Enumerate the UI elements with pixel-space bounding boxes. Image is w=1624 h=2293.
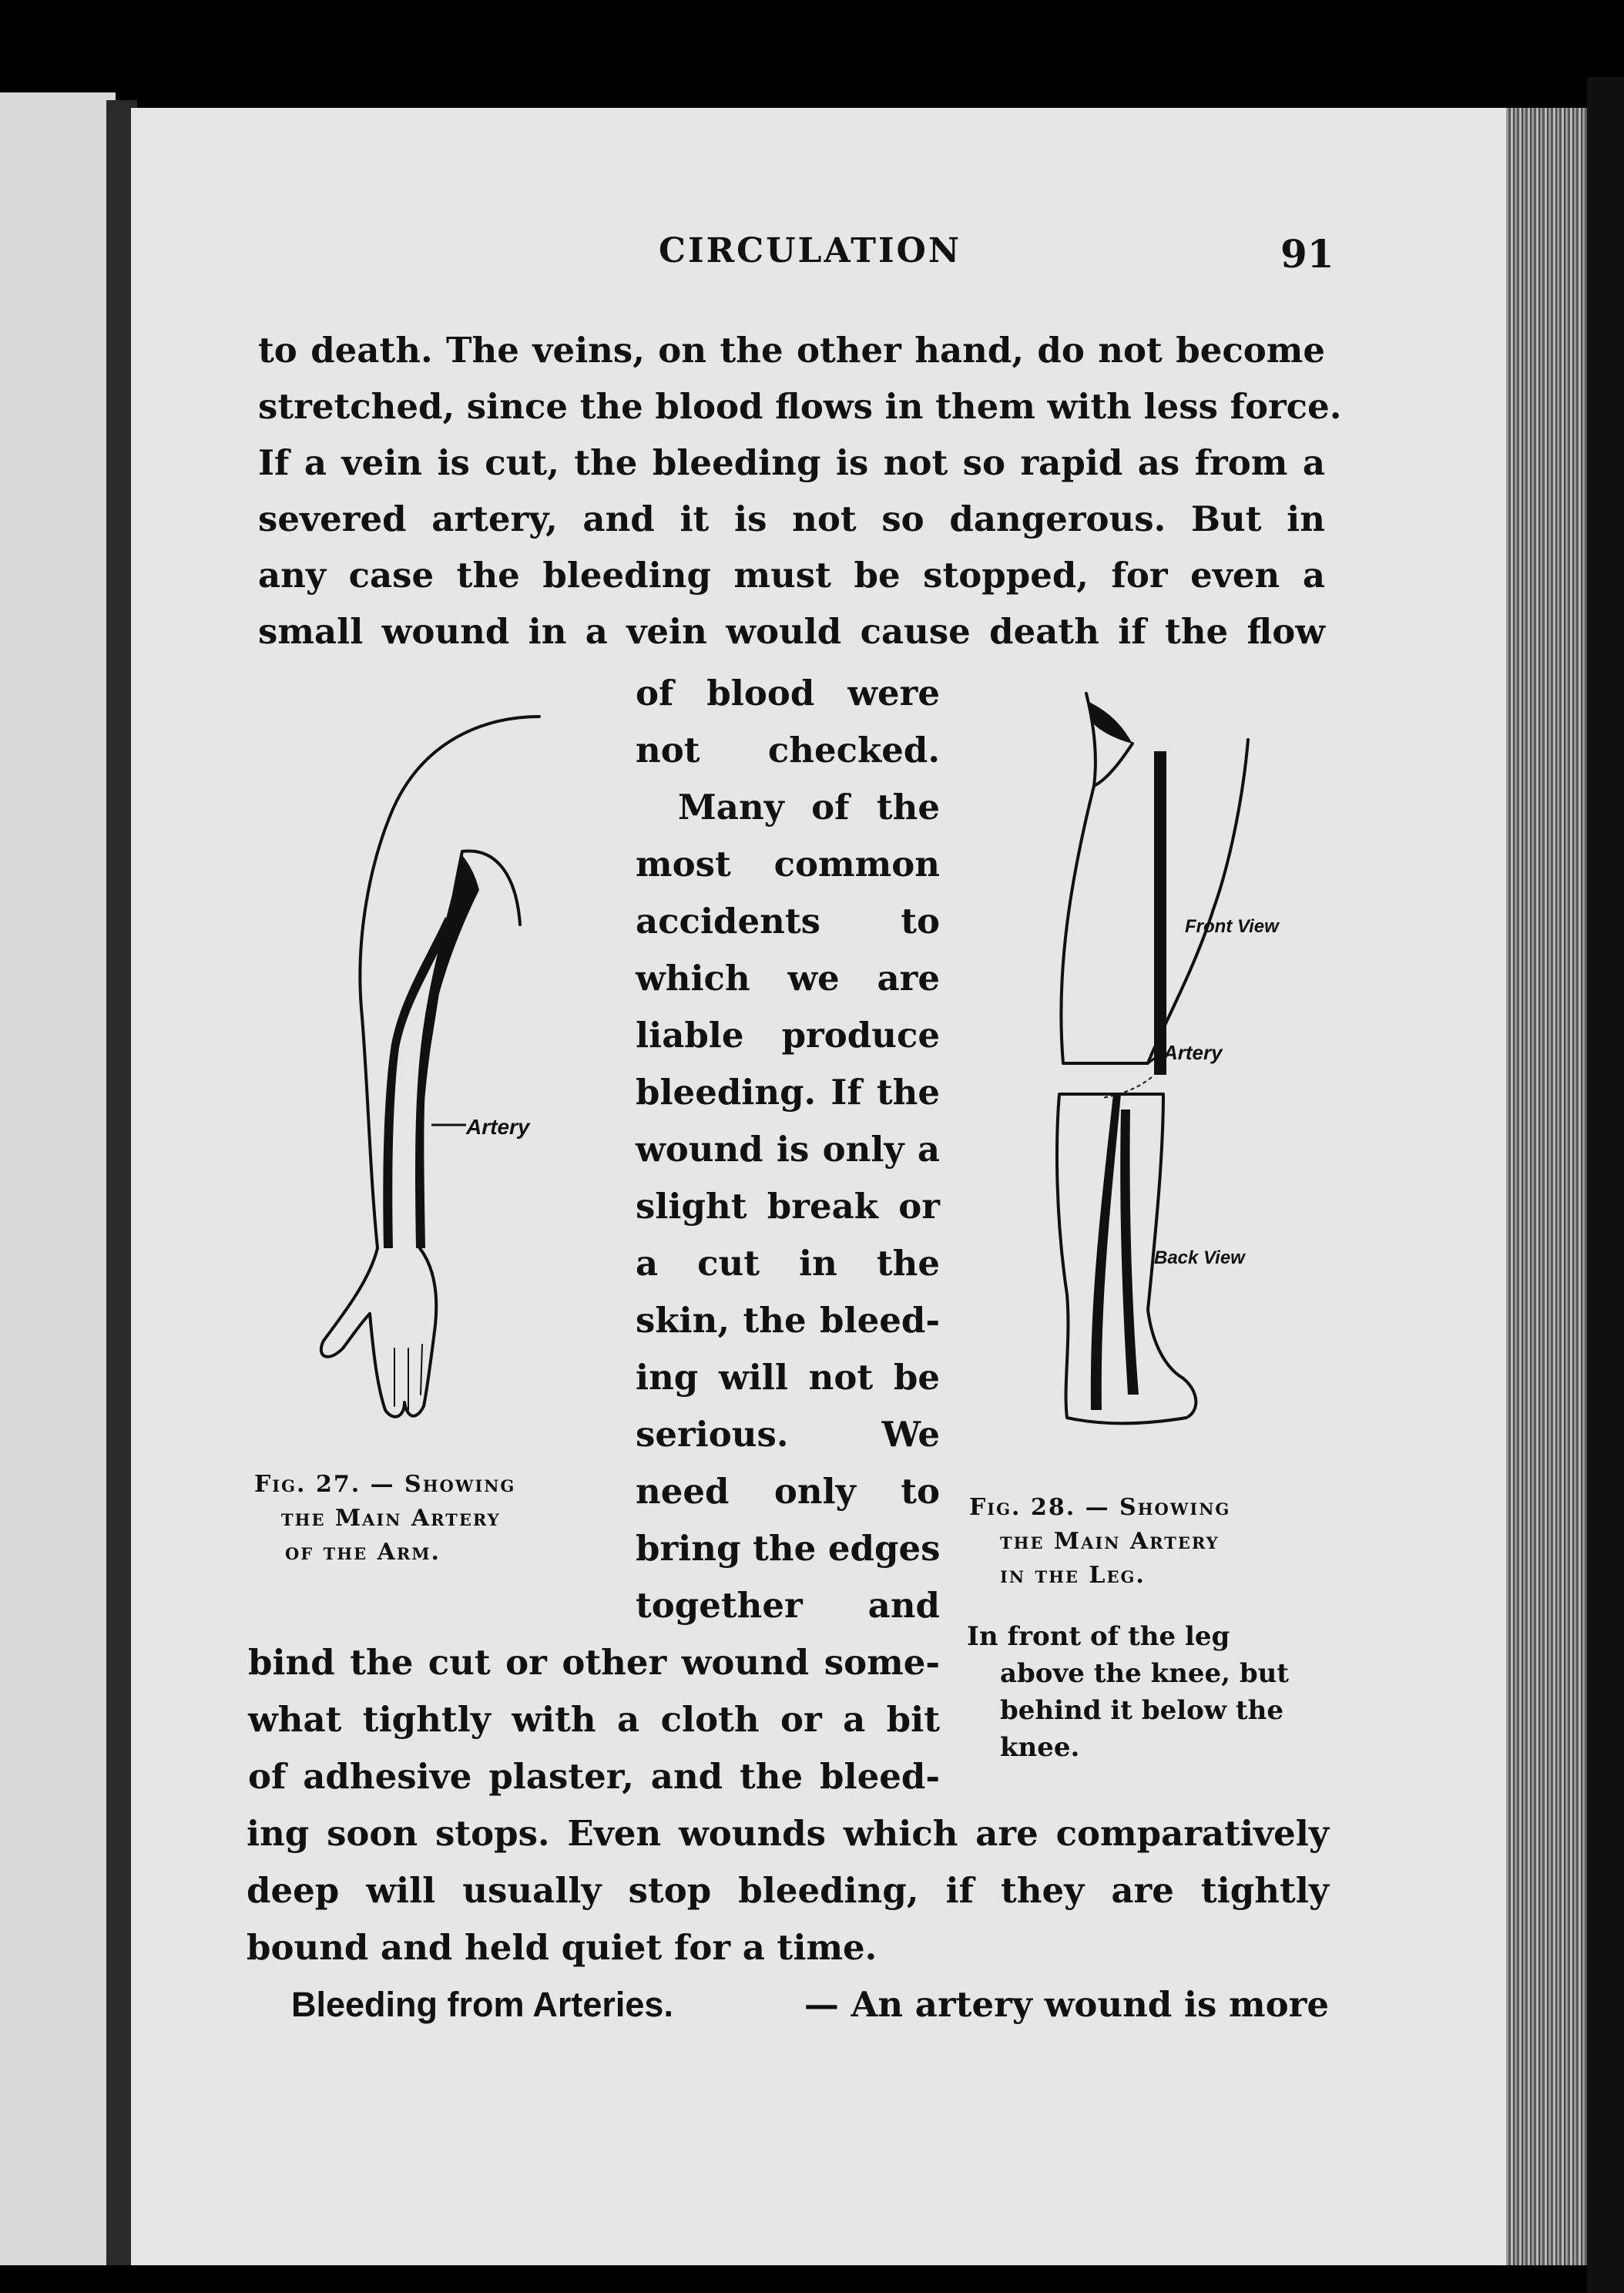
artery-upper <box>415 855 479 1248</box>
page-edges <box>1506 108 1599 2265</box>
text-line: wound is only a <box>636 1129 940 1170</box>
book-cover-edge <box>1587 77 1624 2293</box>
page-number: 91 <box>1280 231 1334 277</box>
text-line: to death. The veins, on the other hand, do not become <box>258 330 1325 371</box>
text-line: what tightly with a cloth or a bit <box>248 1699 940 1740</box>
text-line: of adhesive plaster, and the bleed- <box>248 1756 940 1797</box>
text-line: slight break or <box>636 1186 940 1227</box>
text-line: any case the bleeding must be stopped, for even a <box>258 555 1325 596</box>
thumb-outline <box>321 1248 377 1357</box>
text-line: most common <box>636 844 940 885</box>
text-line: bleeding. If the <box>636 1072 940 1113</box>
text-line: ing soon stops. Even wounds which are comparatively <box>247 1813 1329 1854</box>
text-line: liable produce <box>636 1015 940 1056</box>
left-page-margin <box>0 92 116 2265</box>
running-head: CIRCULATION <box>659 231 962 270</box>
arm-illustration <box>308 693 586 1433</box>
text-line: deep will usually stop bleeding, if they are tightly <box>247 1870 1329 1911</box>
fig28-note-line: behind it below the <box>1000 1695 1283 1726</box>
artery-calf-left <box>1091 1094 1121 1410</box>
leg-artery-label: Artery <box>1163 1041 1223 1064</box>
fig28-caption-line: in the Leg. <box>1000 1562 1146 1589</box>
text-line: severed artery, and it is not so dangerous. But in <box>258 499 1325 539</box>
fig28-caption-line: the Main Artery <box>1000 1528 1220 1555</box>
fig28-caption-line: Fig. 28. — Showing <box>969 1494 1231 1521</box>
text-line: serious. We <box>636 1414 940 1455</box>
fig27-caption-line: of the Arm. <box>285 1539 441 1566</box>
text-line: ing will not be <box>636 1357 940 1398</box>
text-line: bind the cut or other wound some- <box>248 1642 940 1683</box>
text-line: accidents to <box>636 901 940 942</box>
finger-lines <box>394 1345 422 1410</box>
text-line: need only to <box>636 1471 940 1512</box>
text-line: of blood were <box>636 673 940 713</box>
artery-calf-right <box>1120 1110 1139 1395</box>
text-line: Many of the <box>678 787 940 828</box>
back-view-label: Back View <box>1154 1247 1245 1268</box>
leg-illustration <box>1025 678 1317 1479</box>
artery-label: Artery <box>466 1115 530 1139</box>
fig27-caption-line: Fig. 27. — Showing <box>254 1471 516 1498</box>
text-line: bound and held quiet for a time. <box>247 1927 877 1968</box>
fig27-caption-line: the Main Artery <box>281 1505 501 1532</box>
text-line: which we are <box>636 958 940 999</box>
fig28-note-line: In front of the leg <box>967 1621 1230 1652</box>
text-line: together and <box>636 1585 940 1626</box>
text-line: If a vein is cut, the bleeding is not so rapid as from a <box>258 442 1325 483</box>
artery-thigh <box>1154 751 1166 1075</box>
text-line: bring the edges <box>636 1528 941 1569</box>
fig28-note-line: knee. <box>1000 1732 1080 1763</box>
text-line: skin, the bleed- <box>636 1300 940 1341</box>
hip-line <box>1094 744 1132 786</box>
hand-outline <box>370 1248 436 1417</box>
text-line: a cut in the <box>636 1243 940 1284</box>
text-line: not checked. <box>636 730 940 770</box>
text-line: stretched, since the blood flows in them with less force. <box>258 386 1342 427</box>
section-text: — An artery wound is more <box>804 1984 1329 2025</box>
section-line <box>291 1982 1329 2028</box>
section-heading: Bleeding from Arteries. <box>291 1985 673 2024</box>
front-view-label: Front View <box>1185 916 1279 937</box>
text-line: small wound in a vein would cause death if the flow <box>258 611 1325 652</box>
fig28-note-line: above the knee, but <box>1000 1658 1290 1689</box>
